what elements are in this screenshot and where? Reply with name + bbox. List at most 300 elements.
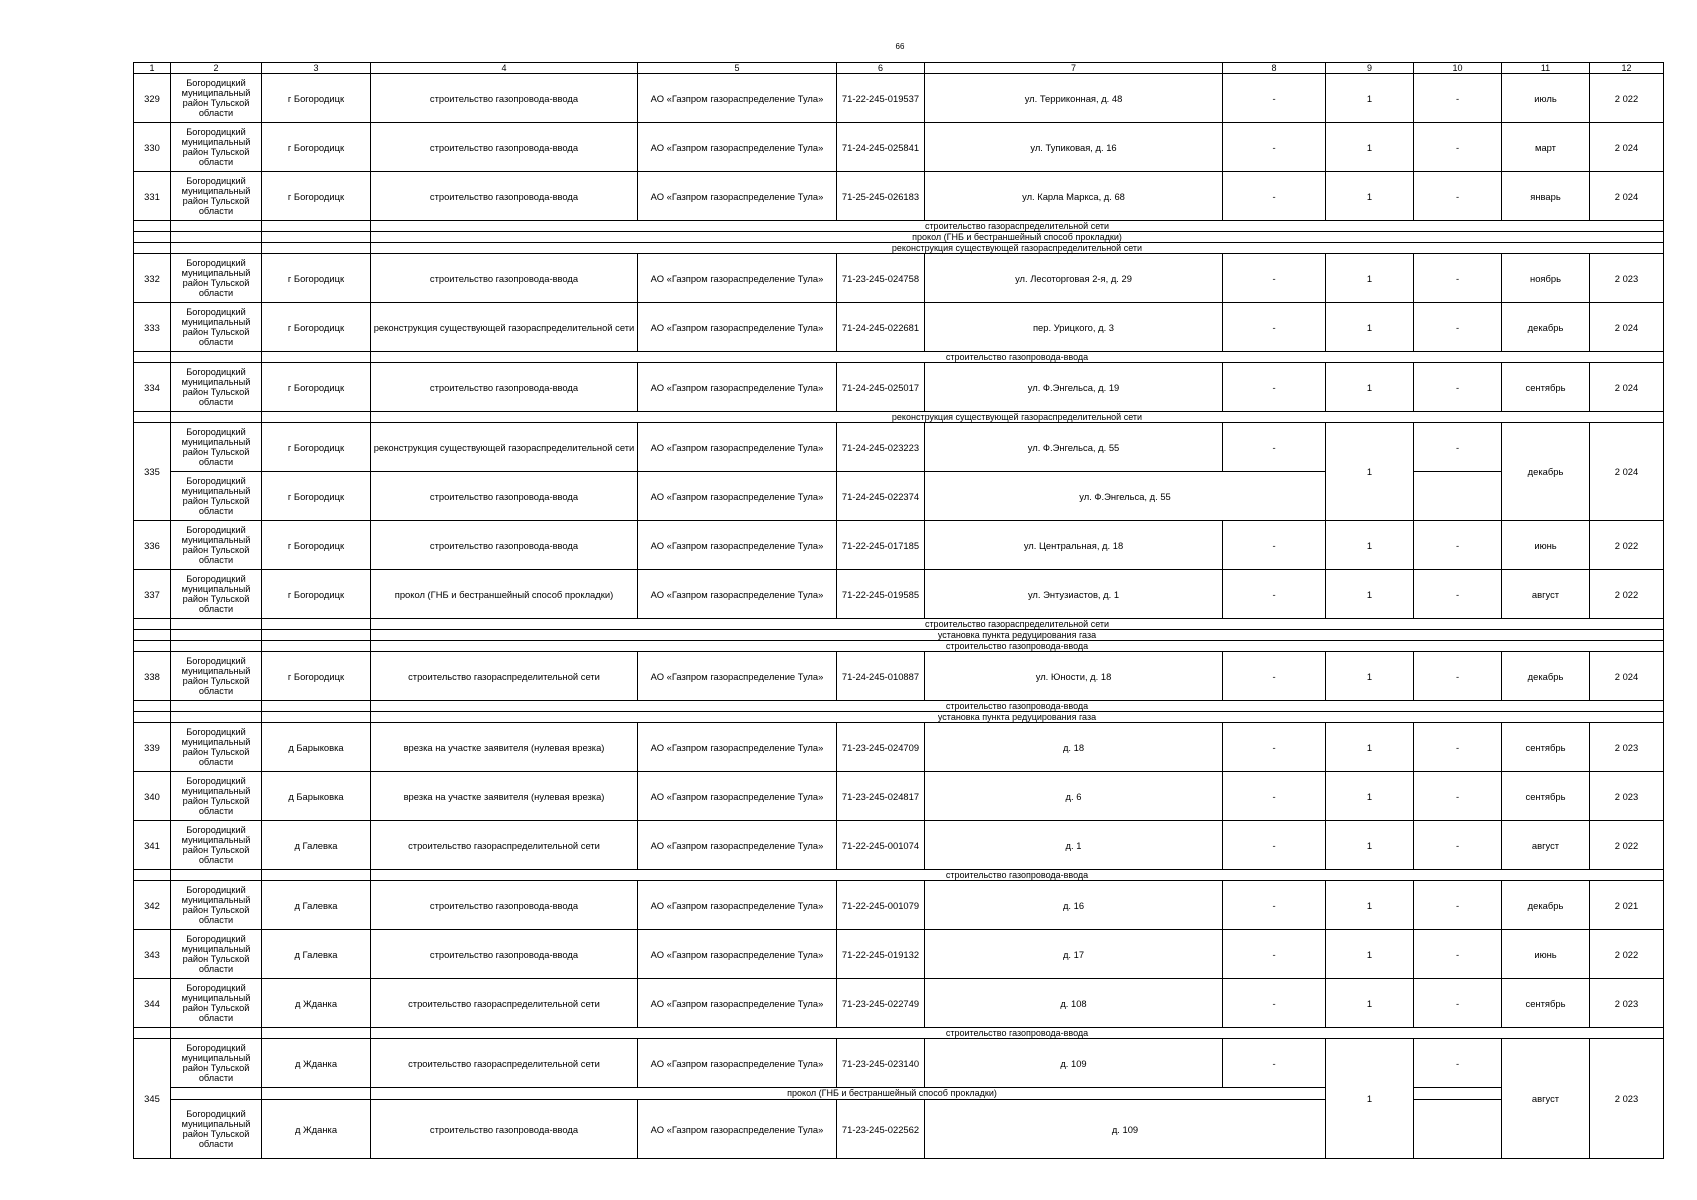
application-code-cell: 71-24-245-025841 <box>837 123 925 172</box>
address-cell: ул. Ф.Энгельса, д. 55 <box>925 472 1326 521</box>
locality-cell: г Богородицк <box>262 521 371 570</box>
district-cell: Богородицкий муниципальный район Тульской области <box>171 254 262 303</box>
sub-work-label: строительство газораспределительной сети <box>371 221 1664 232</box>
row-number: 334 <box>134 363 171 412</box>
col8-cell: - <box>1223 363 1326 412</box>
col8-cell: - <box>1223 570 1326 619</box>
col10-cell: - <box>1414 123 1502 172</box>
gas-works-table <box>133 62 1664 1159</box>
empty-cell <box>134 641 171 652</box>
empty-cell <box>134 630 171 641</box>
organization-cell: АО «Газпром газораспределение Тула» <box>638 570 837 619</box>
district-cell: Богородицкий муниципальный район Тульской области <box>171 172 262 221</box>
table-row <box>134 172 1664 221</box>
work-type-cell: строительство газопровода-ввода <box>371 123 638 172</box>
organization-cell: АО «Газпром газораспределение Тула» <box>638 254 837 303</box>
month-cell: декабрь <box>1502 303 1590 352</box>
application-code-cell: 71-22-245-001079 <box>837 881 925 930</box>
district-cell: Богородицкий муниципальный район Тульской области <box>171 930 262 979</box>
address-cell: ул. Тупиковая, д. 16 <box>925 123 1223 172</box>
application-code-cell: 71-23-245-024817 <box>837 772 925 821</box>
col8-cell: - <box>1223 123 1326 172</box>
district-cell: Богородицкий муниципальный район Тульской области <box>171 881 262 930</box>
row-number: 338 <box>134 652 171 701</box>
work-type-cell: врезка на участке заявителя (нулевая врезка) <box>371 772 638 821</box>
col9-cell: 1 <box>1326 363 1414 412</box>
col10-cell: - <box>1414 74 1502 123</box>
organization-cell: АО «Газпром газораспределение Тула» <box>638 363 837 412</box>
organization-cell: АО «Газпром газораспределение Тула» <box>638 1100 837 1159</box>
year-cell: 2 023 <box>1590 723 1664 772</box>
organization-cell: АО «Газпром газораспределение Тула» <box>638 74 837 123</box>
sub-work-label: реконструкция существующей газораспределительной сети <box>371 412 1664 423</box>
col8-cell: - <box>1223 930 1326 979</box>
organization-cell: АО «Газпром газораспределение Тула» <box>638 772 837 821</box>
column-header: 1 <box>134 63 171 74</box>
application-code-cell: 71-24-245-025017 <box>837 363 925 412</box>
year-cell: 2 024 <box>1590 172 1664 221</box>
work-type-cell: строительство газопровода-ввода <box>371 74 638 123</box>
year-cell: 2 024 <box>1590 123 1664 172</box>
col8-cell: - <box>1223 723 1326 772</box>
organization-cell: АО «Газпром газораспределение Тула» <box>638 979 837 1028</box>
locality-cell: д Барыковка <box>262 723 371 772</box>
locality-cell: г Богородицк <box>262 472 371 521</box>
locality-cell: г Богородицк <box>262 254 371 303</box>
sub-work-label: установка пункта редуцирования газа <box>371 712 1664 723</box>
col10-cell: - <box>1414 521 1502 570</box>
empty-cell <box>262 870 371 881</box>
col10-cell: - <box>1414 652 1502 701</box>
empty-cell <box>171 1088 262 1100</box>
table-row <box>134 979 1664 1028</box>
column-header: 3 <box>262 63 371 74</box>
organization-cell: АО «Газпром газораспределение Тула» <box>638 303 837 352</box>
application-code-cell: 71-22-245-001074 <box>837 821 925 870</box>
row-number: 333 <box>134 303 171 352</box>
application-code-cell: 71-25-245-026183 <box>837 172 925 221</box>
column-header: 5 <box>638 63 837 74</box>
sub-work-row <box>134 221 1664 232</box>
empty-cell <box>134 412 171 423</box>
organization-cell: АО «Газпром газораспределение Тула» <box>638 423 837 472</box>
empty-cell <box>171 870 262 881</box>
sub-work-row <box>134 630 1664 641</box>
district-cell: Богородицкий муниципальный район Тульской области <box>171 521 262 570</box>
col8-cell: - <box>1223 74 1326 123</box>
year-cell: 2 023 <box>1590 254 1664 303</box>
empty-cell <box>134 701 171 712</box>
year-cell: 2 022 <box>1590 930 1664 979</box>
empty-cell <box>171 243 262 254</box>
work-type-cell: строительство газопровода-ввода <box>371 363 638 412</box>
col9-cell: 1 <box>1326 172 1414 221</box>
application-code-cell: 71-24-245-022374 <box>837 472 925 521</box>
col8-cell: - <box>1223 254 1326 303</box>
sub-work-row <box>134 1028 1664 1039</box>
work-type-cell: реконструкция существующей газораспределительной сети <box>371 423 638 472</box>
sub-work-label: строительство газопровода-ввода <box>371 1028 1664 1039</box>
empty-cell <box>262 243 371 254</box>
row-number: 330 <box>134 123 171 172</box>
year-cell: 2 024 <box>1590 652 1664 701</box>
application-code-cell: 71-23-245-022749 <box>837 979 925 1028</box>
col9-cell: 1 <box>1326 123 1414 172</box>
organization-cell: АО «Газпром газораспределение Тула» <box>638 881 837 930</box>
work-type-cell: строительство газораспределительной сети <box>371 652 638 701</box>
empty-cell <box>171 630 262 641</box>
sub-work-row <box>134 641 1664 652</box>
row-number: 329 <box>134 74 171 123</box>
month-cell: июнь <box>1502 930 1590 979</box>
year-cell: 2 022 <box>1590 570 1664 619</box>
work-type-cell: строительство газопровода-ввода <box>371 1100 638 1159</box>
sub-work-label: реконструкция существующей газораспределительной сети <box>371 243 1664 254</box>
row-number: 345 <box>134 1039 171 1159</box>
col9-cell: 1 <box>1326 570 1414 619</box>
address-cell: д. 108 <box>925 979 1223 1028</box>
sub-work-label: строительство газопровода-ввода <box>371 352 1664 363</box>
district-cell: Богородицкий муниципальный район Тульской области <box>171 1039 262 1088</box>
column-header: 11 <box>1502 63 1590 74</box>
sub-work-row <box>134 619 1664 630</box>
empty-cell <box>171 619 262 630</box>
col9-cell: 1 <box>1326 652 1414 701</box>
application-code-cell: 71-22-245-019132 <box>837 930 925 979</box>
address-cell: ул. Центральная, д. 18 <box>925 521 1223 570</box>
sub-work-row <box>134 1088 1664 1100</box>
empty-cell <box>134 243 171 254</box>
empty-cell <box>262 701 371 712</box>
organization-cell: АО «Газпром газораспределение Тула» <box>638 123 837 172</box>
month-cell: июнь <box>1502 521 1590 570</box>
empty-cell <box>262 619 371 630</box>
organization-cell: АО «Газпром газораспределение Тула» <box>638 930 837 979</box>
sub-work-row <box>134 870 1664 881</box>
col8-cell: - <box>1223 979 1326 1028</box>
district-cell: Богородицкий муниципальный район Тульской области <box>171 1100 262 1159</box>
address-cell: д. 17 <box>925 930 1223 979</box>
month-cell: август <box>1502 821 1590 870</box>
col9-cell: 1 <box>1326 423 1414 521</box>
address-cell: д. 1 <box>925 821 1223 870</box>
year-cell: 2 023 <box>1590 979 1664 1028</box>
col8-cell: - <box>1223 821 1326 870</box>
application-code-cell: 71-23-245-024709 <box>837 723 925 772</box>
page-number: 66 <box>895 42 905 51</box>
row-number: 331 <box>134 172 171 221</box>
district-cell: Богородицкий муниципальный район Тульской области <box>171 772 262 821</box>
col9-cell: 1 <box>1326 254 1414 303</box>
col10-cell: - <box>1414 172 1502 221</box>
organization-cell: АО «Газпром газораспределение Тула» <box>638 521 837 570</box>
row-number: 337 <box>134 570 171 619</box>
col10-cell: - <box>1414 772 1502 821</box>
sub-work-label: строительство газопровода-ввода <box>371 870 1664 881</box>
empty-cell <box>262 712 371 723</box>
district-cell: Богородицкий муниципальный район Тульской области <box>171 821 262 870</box>
year-cell: 2 024 <box>1590 363 1664 412</box>
column-header: 12 <box>1590 63 1664 74</box>
sub-work-row <box>134 712 1664 723</box>
year-cell: 2 022 <box>1590 821 1664 870</box>
organization-cell: АО «Газпром газораспределение Тула» <box>638 1039 837 1088</box>
col10-cell <box>1414 472 1502 521</box>
sub-work-row <box>134 232 1664 243</box>
col10-cell: - <box>1414 821 1502 870</box>
month-cell: декабрь <box>1502 652 1590 701</box>
col10-cell: - <box>1414 881 1502 930</box>
col10-cell <box>1414 1100 1502 1159</box>
row-number: 343 <box>134 930 171 979</box>
empty-cell <box>262 412 371 423</box>
locality-cell: д Галевка <box>262 821 371 870</box>
month-cell: декабрь <box>1502 881 1590 930</box>
district-cell: Богородицкий муниципальный район Тульской области <box>171 652 262 701</box>
empty-cell <box>134 352 171 363</box>
month-cell: ноябрь <box>1502 254 1590 303</box>
col8-cell: - <box>1223 423 1326 472</box>
address-cell: ул. Юности, д. 18 <box>925 652 1223 701</box>
column-header: 4 <box>371 63 638 74</box>
locality-cell: г Богородицк <box>262 570 371 619</box>
month-cell: сентябрь <box>1502 723 1590 772</box>
sub-work-label: строительство газопровода-ввода <box>371 701 1664 712</box>
empty-cell <box>134 1028 171 1039</box>
column-header: 9 <box>1326 63 1414 74</box>
work-type-cell: реконструкция существующей газораспределительной сети <box>371 303 638 352</box>
empty-cell <box>134 712 171 723</box>
sub-work-label: строительство газораспределительной сети <box>371 619 1664 630</box>
col8-cell: - <box>1223 303 1326 352</box>
year-cell: 2 023 <box>1590 772 1664 821</box>
sub-work-row <box>134 352 1664 363</box>
table-row <box>134 521 1664 570</box>
work-type-cell: строительство газопровода-ввода <box>371 172 638 221</box>
table-row <box>134 772 1664 821</box>
application-code-cell: 71-22-245-019537 <box>837 74 925 123</box>
empty-cell <box>262 1088 371 1100</box>
address-cell: ул. Терриконная, д. 48 <box>925 74 1223 123</box>
column-header: 8 <box>1223 63 1326 74</box>
sub-work-label: прокол (ГНБ и бестраншейный способ прокладки) <box>371 232 1664 243</box>
row-number: 344 <box>134 979 171 1028</box>
col10-cell: - <box>1414 1039 1502 1088</box>
table-row <box>134 1100 1664 1159</box>
col10-cell: - <box>1414 723 1502 772</box>
work-type-cell: строительство газопровода-ввода <box>371 930 638 979</box>
table-row <box>134 570 1664 619</box>
application-code-cell: 71-24-245-010887 <box>837 652 925 701</box>
col10-cell: - <box>1414 303 1502 352</box>
district-cell: Богородицкий муниципальный район Тульской области <box>171 723 262 772</box>
address-cell: пер. Урицкого, д. 3 <box>925 303 1223 352</box>
row-number: 341 <box>134 821 171 870</box>
col10-cell: - <box>1414 254 1502 303</box>
empty-cell <box>262 630 371 641</box>
table-row <box>134 74 1664 123</box>
district-cell: Богородицкий муниципальный район Тульской области <box>171 363 262 412</box>
col9-cell: 1 <box>1326 303 1414 352</box>
organization-cell: АО «Газпром газораспределение Тула» <box>638 821 837 870</box>
col9-cell: 1 <box>1326 979 1414 1028</box>
address-cell: д. 109 <box>925 1039 1223 1088</box>
address-cell: ул. Карла Маркса, д. 68 <box>925 172 1223 221</box>
month-cell: июль <box>1502 74 1590 123</box>
locality-cell: г Богородицк <box>262 423 371 472</box>
year-cell: 2 022 <box>1590 521 1664 570</box>
work-type-cell: строительство газопровода-ввода <box>371 472 638 521</box>
application-code-cell: 71-22-245-017185 <box>837 521 925 570</box>
work-type-cell: строительство газопровода-ввода <box>371 521 638 570</box>
col8-cell: - <box>1223 521 1326 570</box>
month-cell: сентябрь <box>1502 979 1590 1028</box>
month-cell: январь <box>1502 172 1590 221</box>
column-header: 2 <box>171 63 262 74</box>
table-row <box>134 303 1664 352</box>
locality-cell: г Богородицк <box>262 74 371 123</box>
organization-cell: АО «Газпром газораспределение Тула» <box>638 723 837 772</box>
locality-cell: г Богородицк <box>262 363 371 412</box>
locality-cell: д Барыковка <box>262 772 371 821</box>
application-code-cell: 71-23-245-024758 <box>837 254 925 303</box>
locality-cell: д Жданка <box>262 1100 371 1159</box>
month-cell: сентябрь <box>1502 363 1590 412</box>
sub-work-label: установка пункта редуцирования газа <box>371 630 1664 641</box>
sub-work-label: строительство газопровода-ввода <box>371 641 1664 652</box>
empty-cell <box>171 712 262 723</box>
table-row <box>134 723 1664 772</box>
empty-cell <box>262 1028 371 1039</box>
col8-cell: - <box>1223 772 1326 821</box>
work-type-cell: строительство газораспределительной сети <box>371 979 638 1028</box>
col9-cell: 1 <box>1326 723 1414 772</box>
col9-cell: 1 <box>1326 881 1414 930</box>
year-cell: 2 024 <box>1590 303 1664 352</box>
col9-cell: 1 <box>1326 821 1414 870</box>
month-cell: август <box>1502 1039 1590 1159</box>
organization-cell: АО «Газпром газораспределение Тула» <box>638 652 837 701</box>
application-code-cell: 71-24-245-022681 <box>837 303 925 352</box>
table-row <box>134 123 1664 172</box>
column-header: 7 <box>925 63 1223 74</box>
address-cell: ул. Ф.Энгельса, д. 55 <box>925 423 1223 472</box>
empty-cell <box>134 232 171 243</box>
empty-cell <box>171 1028 262 1039</box>
empty-cell <box>171 412 262 423</box>
table-row <box>134 472 1664 521</box>
table-row <box>134 1039 1664 1088</box>
work-type-cell: строительство газопровода-ввода <box>371 254 638 303</box>
row-number: 336 <box>134 521 171 570</box>
col9-cell: 1 <box>1326 930 1414 979</box>
empty-cell <box>171 352 262 363</box>
district-cell: Богородицкий муниципальный район Тульской области <box>171 123 262 172</box>
empty-cell <box>171 701 262 712</box>
application-code-cell: 71-24-245-023223 <box>837 423 925 472</box>
sub-work-row <box>134 701 1664 712</box>
col9-cell: 1 <box>1326 521 1414 570</box>
col8-cell: - <box>1223 1039 1326 1088</box>
row-number: 332 <box>134 254 171 303</box>
month-cell: март <box>1502 123 1590 172</box>
sub-work-label: прокол (ГНБ и бестраншейный способ прокладки) <box>371 1088 1414 1100</box>
table-row <box>134 881 1664 930</box>
sub-work-row <box>134 412 1664 423</box>
locality-cell: д Галевка <box>262 881 371 930</box>
row-number: 340 <box>134 772 171 821</box>
address-cell: ул. Лесоторговая 2-я, д. 29 <box>925 254 1223 303</box>
year-cell: 2 023 <box>1590 1039 1664 1159</box>
row-number: 342 <box>134 881 171 930</box>
column-header: 6 <box>837 63 925 74</box>
header-row <box>134 63 1664 74</box>
empty-cell <box>171 232 262 243</box>
col10-cell: - <box>1414 363 1502 412</box>
col8-cell: - <box>1223 652 1326 701</box>
address-cell: ул. Энтузиастов, д. 1 <box>925 570 1223 619</box>
year-cell: 2 022 <box>1590 74 1664 123</box>
empty-cell <box>134 221 171 232</box>
sub-work-row <box>134 243 1664 254</box>
work-type-cell: строительство газопровода-ввода <box>371 881 638 930</box>
col8-cell: - <box>1223 881 1326 930</box>
work-type-cell: строительство газораспределительной сети <box>371 1039 638 1088</box>
district-cell: Богородицкий муниципальный район Тульской области <box>171 570 262 619</box>
col9-cell: 1 <box>1326 1039 1414 1159</box>
table-row <box>134 363 1664 412</box>
col8-cell: - <box>1223 172 1326 221</box>
address-cell: д. 6 <box>925 772 1223 821</box>
empty-cell <box>262 232 371 243</box>
district-cell: Богородицкий муниципальный район Тульской области <box>171 74 262 123</box>
col10-cell <box>1414 1088 1502 1100</box>
empty-cell <box>134 619 171 630</box>
empty-cell <box>134 870 171 881</box>
application-code-cell: 71-22-245-019585 <box>837 570 925 619</box>
work-type-cell: строительство газораспределительной сети <box>371 821 638 870</box>
locality-cell: д Жданка <box>262 1039 371 1088</box>
empty-cell <box>171 221 262 232</box>
address-cell: д. 109 <box>925 1100 1326 1159</box>
locality-cell: г Богородицк <box>262 123 371 172</box>
empty-cell <box>262 221 371 232</box>
address-cell: ул. Ф.Энгельса, д. 19 <box>925 363 1223 412</box>
table-row <box>134 821 1664 870</box>
empty-cell <box>171 641 262 652</box>
col9-cell: 1 <box>1326 74 1414 123</box>
locality-cell: г Богородицк <box>262 172 371 221</box>
row-number: 335 <box>134 423 171 521</box>
column-header: 10 <box>1414 63 1502 74</box>
col10-cell: - <box>1414 930 1502 979</box>
work-type-cell: врезка на участке заявителя (нулевая врезка) <box>371 723 638 772</box>
row-number: 339 <box>134 723 171 772</box>
month-cell: сентябрь <box>1502 772 1590 821</box>
col10-cell: - <box>1414 979 1502 1028</box>
locality-cell: г Богородицк <box>262 652 371 701</box>
table-row <box>134 930 1664 979</box>
table-row <box>134 652 1664 701</box>
year-cell: 2 024 <box>1590 423 1664 521</box>
month-cell: август <box>1502 570 1590 619</box>
table-body <box>134 63 1664 1159</box>
empty-cell <box>262 352 371 363</box>
application-code-cell: 71-23-245-023140 <box>837 1039 925 1088</box>
district-cell: Богородицкий муниципальный район Тульской области <box>171 979 262 1028</box>
address-cell: д. 18 <box>925 723 1223 772</box>
organization-cell: АО «Газпром газораспределение Тула» <box>638 172 837 221</box>
